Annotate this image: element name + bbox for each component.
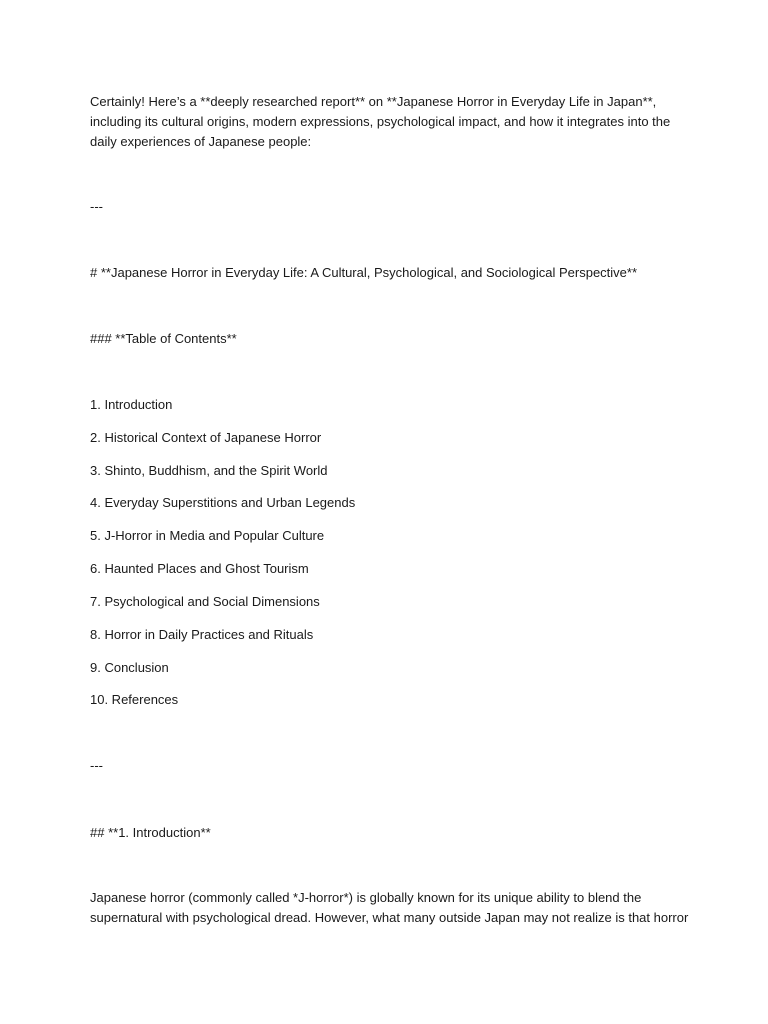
toc-item: 1. Introduction (90, 397, 173, 412)
section-1-line-1: Japanese horror (commonly called *J-horror*) is globally known for its unique ability to blend the (90, 890, 642, 905)
separator-1: --- (90, 199, 103, 214)
toc-item: 5. J-Horror in Media and Popular Culture (90, 528, 325, 543)
intro-line-3: daily experiences of Japanese people: (90, 134, 312, 149)
toc-item: 6. Haunted Places and Ghost Tourism (90, 561, 309, 576)
intro-line-2: including its cultural origins, modern expressions, psychological impact, and how it integrates into the (90, 114, 671, 129)
toc-item: 2. Historical Context of Japanese Horror (90, 430, 322, 445)
toc-item: 10. References (90, 692, 179, 707)
toc-item: 4. Everyday Superstitions and Urban Legends (90, 495, 356, 510)
intro-line-1: Certainly! Here’s a **deeply researched report** on **Japanese Horror in Everyday Life in Japan**, (90, 94, 657, 109)
section-1-heading: ## **1. Introduction** (90, 825, 211, 840)
document-title: # **Japanese Horror in Everyday Life: A Cultural, Psychological, and Sociological Perspective** (90, 265, 638, 280)
toc-item: 7. Psychological and Social Dimensions (90, 594, 320, 609)
section-1-line-2: supernatural with psychological dread. However, what many outside Japan may not realize is that horror (90, 910, 689, 925)
separator-2: --- (90, 758, 103, 773)
toc-item: 9. Conclusion (90, 660, 169, 675)
toc-item: 8. Horror in Daily Practices and Rituals (90, 627, 314, 642)
toc-heading: ### **Table of Contents** (90, 331, 237, 346)
toc-item: 3. Shinto, Buddhism, and the Spirit World (90, 463, 328, 478)
